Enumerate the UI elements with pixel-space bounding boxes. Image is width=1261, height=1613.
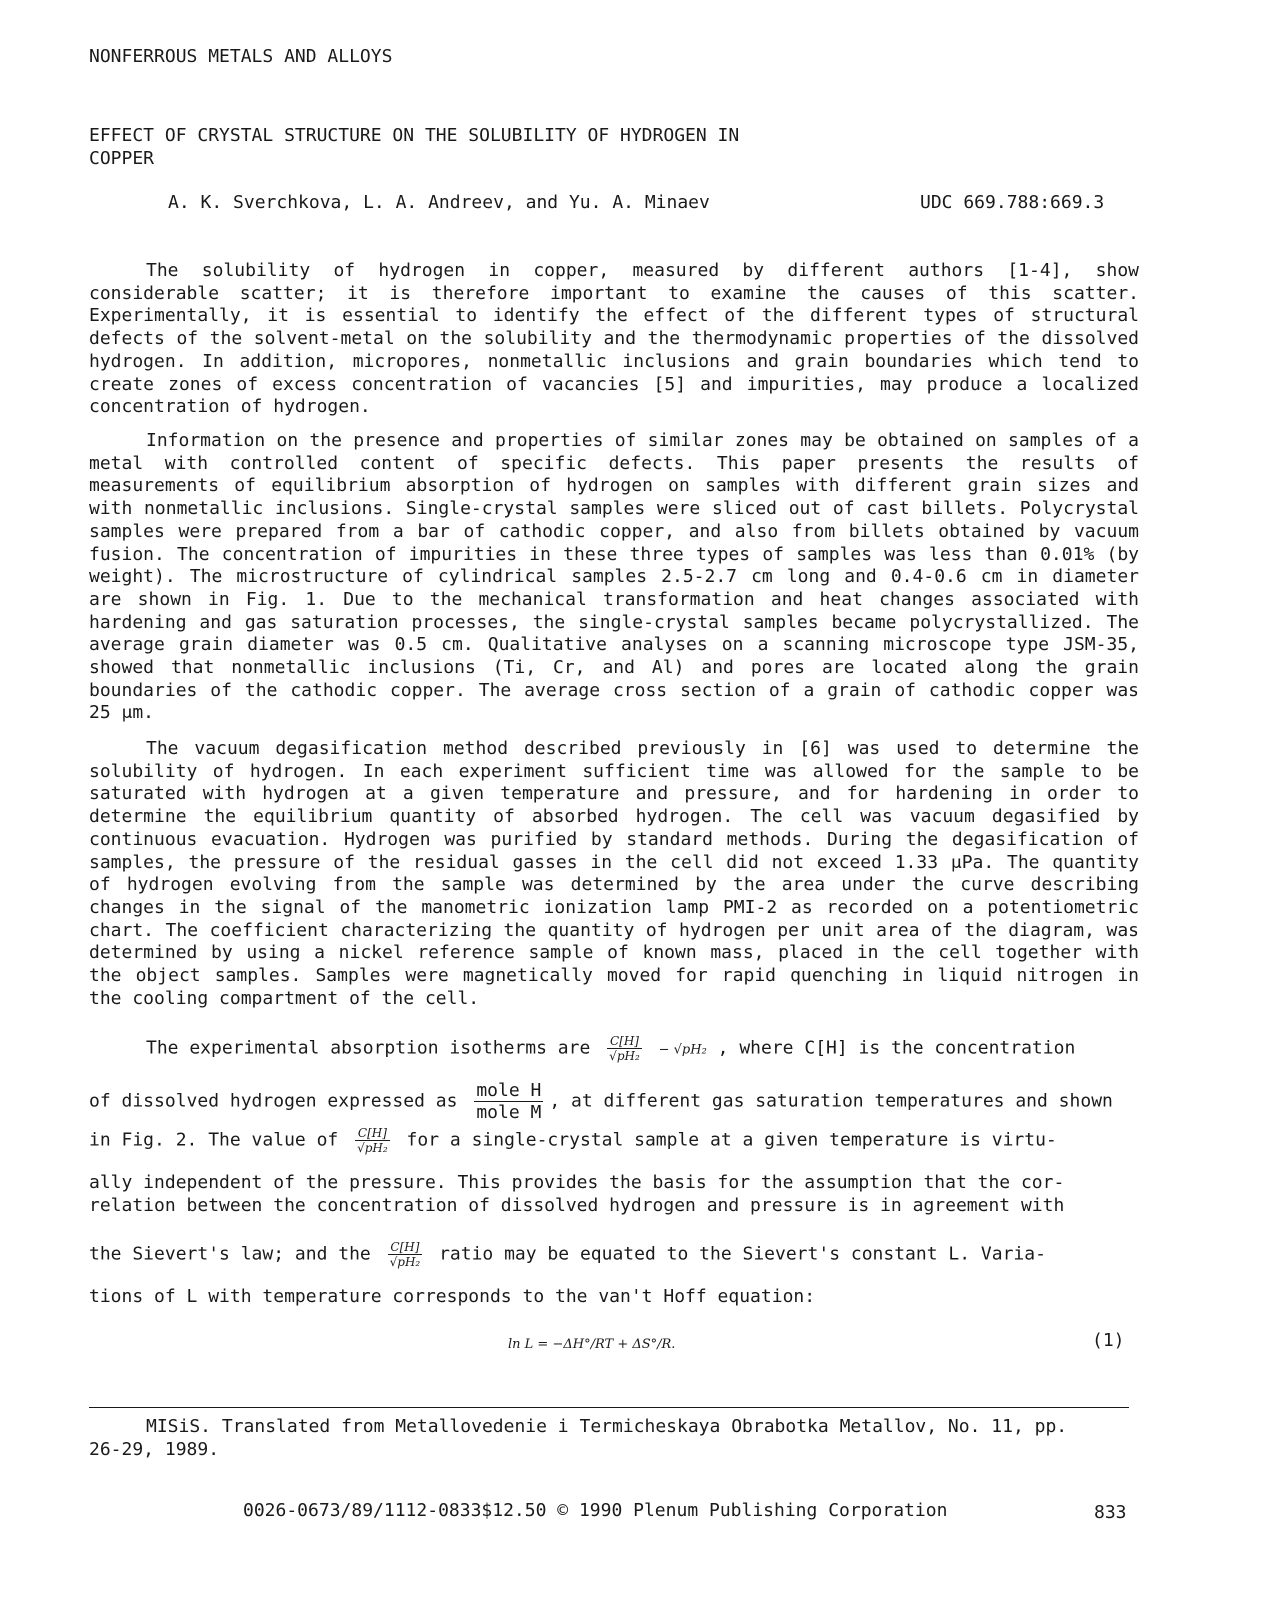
footnote: MISiS. Translated from Metallovedenie i Termicheskaya Obrabotka Metallov, No. 11, pp. 26-29, 1989. — [89, 1416, 1068, 1460]
fraction-denominator: mole M — [476, 1102, 542, 1123]
isotherm-line — [146, 1034, 1075, 1063]
udc-code: UDC 669.788:669.3 — [920, 192, 1105, 213]
copyright-line: 0026-0673/89/1112-0833$12.50 © 1990 Plenum Publishing Corporation — [243, 1500, 948, 1521]
text-line: ally independent of the pressure. This provides the basis for the assumption that the cor- — [89, 1172, 1065, 1193]
equation-number: (1) — [1092, 1330, 1125, 1351]
text-segment: , where C[H] is the concentration — [717, 1037, 1076, 1059]
author-list: A. K. Sverchkova, L. A. Andreev, and Yu. A. Minaev — [168, 192, 710, 213]
fraction-numerator: C[H] — [355, 1126, 390, 1141]
fraction-denominator: √pH₂ — [389, 1255, 421, 1269]
mole-line — [89, 1080, 1113, 1123]
value-line — [89, 1126, 1057, 1155]
footnote-divider — [89, 1407, 1129, 1408]
sqrt-term: − √pH₂ — [658, 1042, 707, 1058]
page-number: 833 — [1094, 1502, 1127, 1523]
text-segment: the Sievert's law; and the — [89, 1243, 371, 1265]
fraction-numerator: mole H — [476, 1080, 542, 1101]
paragraph-2: Information on the presence and properties of similar zones may be obtained on samples of a metal with controlled content of specific defects. This paper presents the results of measurements of equilibrium absorption of hydrogen on samples with different grain sizes and with nonmetallic inclusions. Single-crystal samples were sliced out of cast billets. Polycrystal samples were prepared from a bar of cathodic copper, and also from billets obtained by vacuum fusion. The concentration of impurities in these three types of samples was less than 0.01% (by weight). The microstructure of cylindrical samples 2.5-2.7 cm long and 0.4-0.6 cm in diameter are shown in Fig. 1. Due to the mechanical transformation and heat changes associated with hardening and gas saturation processes, the single-crystal samples became polycrystallized. The average grain diameter was 0.5 cm. Qualitative analyses on a scanning microscope type JSM-35, showed that nonmetallic inclusions (Ti, Cr, and Al) and pores are located along the grain boundaries of the cathodic copper. The average cross section of a grain of cathodic copper was 25 μm. — [89, 430, 1139, 724]
fraction-denominator: √pH₂ — [609, 1049, 640, 1063]
section-heading: NONFERROUS METALS AND ALLOYS — [89, 46, 393, 67]
text-line: tions of L with temperature corresponds to the van't Hoff equation: — [89, 1286, 816, 1307]
text-segment: of dissolved hydrogen expressed as — [89, 1090, 458, 1112]
fraction-c-over-sqrt-p — [388, 1240, 423, 1269]
text-segment: ratio may be equated to the Sievert's constant L. Varia- — [439, 1243, 1046, 1265]
fraction-numerator: C[H] — [607, 1034, 642, 1049]
vant-hoff-equation: ln L = −ΔH°/RT + ΔS°/R. — [508, 1337, 676, 1352]
paragraph-1: The solubility of hydrogen in copper, measured by different authors [1-4], show considerable scatter; it is therefore important to examine the causes of this scatter. Experimentally, it is essential to identify the effect of the different types of structural defects of the solvent-metal on the solubility and the thermodynamic properties of the dissolved hydrogen. In addition, micropores, nonmetallic inclusions and grain boundaries which tend to create zones of excess concentration of vacancies [5] and impurities, may produce a localized concentration of hydrogen. — [89, 260, 1139, 418]
fraction-denominator: √pH₂ — [357, 1141, 388, 1155]
fraction-c-over-sqrt-p — [355, 1126, 390, 1155]
text-segment: The experimental absorption isotherms are — [146, 1037, 591, 1059]
article-title: EFFECT OF CRYSTAL STRUCTURE ON THE SOLUBILITY OF HYDROGEN IN COPPER — [89, 125, 740, 169]
fraction-c-over-sqrt-p — [607, 1034, 642, 1063]
text-segment: , at different gas saturation temperatures and shown — [549, 1090, 1113, 1112]
text-segment: in Fig. 2. The value of — [89, 1129, 339, 1151]
paragraph-3: The vacuum degasification method described previously in [6] was used to determine the solubility of hydrogen. In each experiment sufficient time was allowed for the sample to be saturated with hydrogen at a given temperature and pressure, and for hardening in order to determine the equilibrium quantity of absorbed hydrogen. The cell was vacuum degasified by continuous evacuation. Hydrogen was purified by standard methods. During the degasification of samples, the pressure of the residual gasses in the cell did not exceed 1.33 μPa. The quantity of hydrogen evolving from the sample was determined by the area under the curve describing changes in the signal of the manometric ionization lamp PMI-2 as recorded on a potentiometric chart. The coefficient characterizing the quantity of hydrogen per unit area of the diagram, was determined by using a nickel reference sample of known mass, placed in the cell together with the object samples. Samples were magnetically moved for rapid quenching in liquid nitrogen in the cooling compartment of the cell. — [89, 738, 1139, 1009]
fraction-mole — [474, 1080, 543, 1123]
fraction-numerator: C[H] — [388, 1240, 423, 1255]
sievert-line — [89, 1240, 1046, 1269]
text-segment: for a single-crystal sample at a given temperature is virtu- — [406, 1129, 1057, 1151]
text-line: relation between the concentration of dissolved hydrogen and pressure is in agreement with — [89, 1195, 1065, 1216]
